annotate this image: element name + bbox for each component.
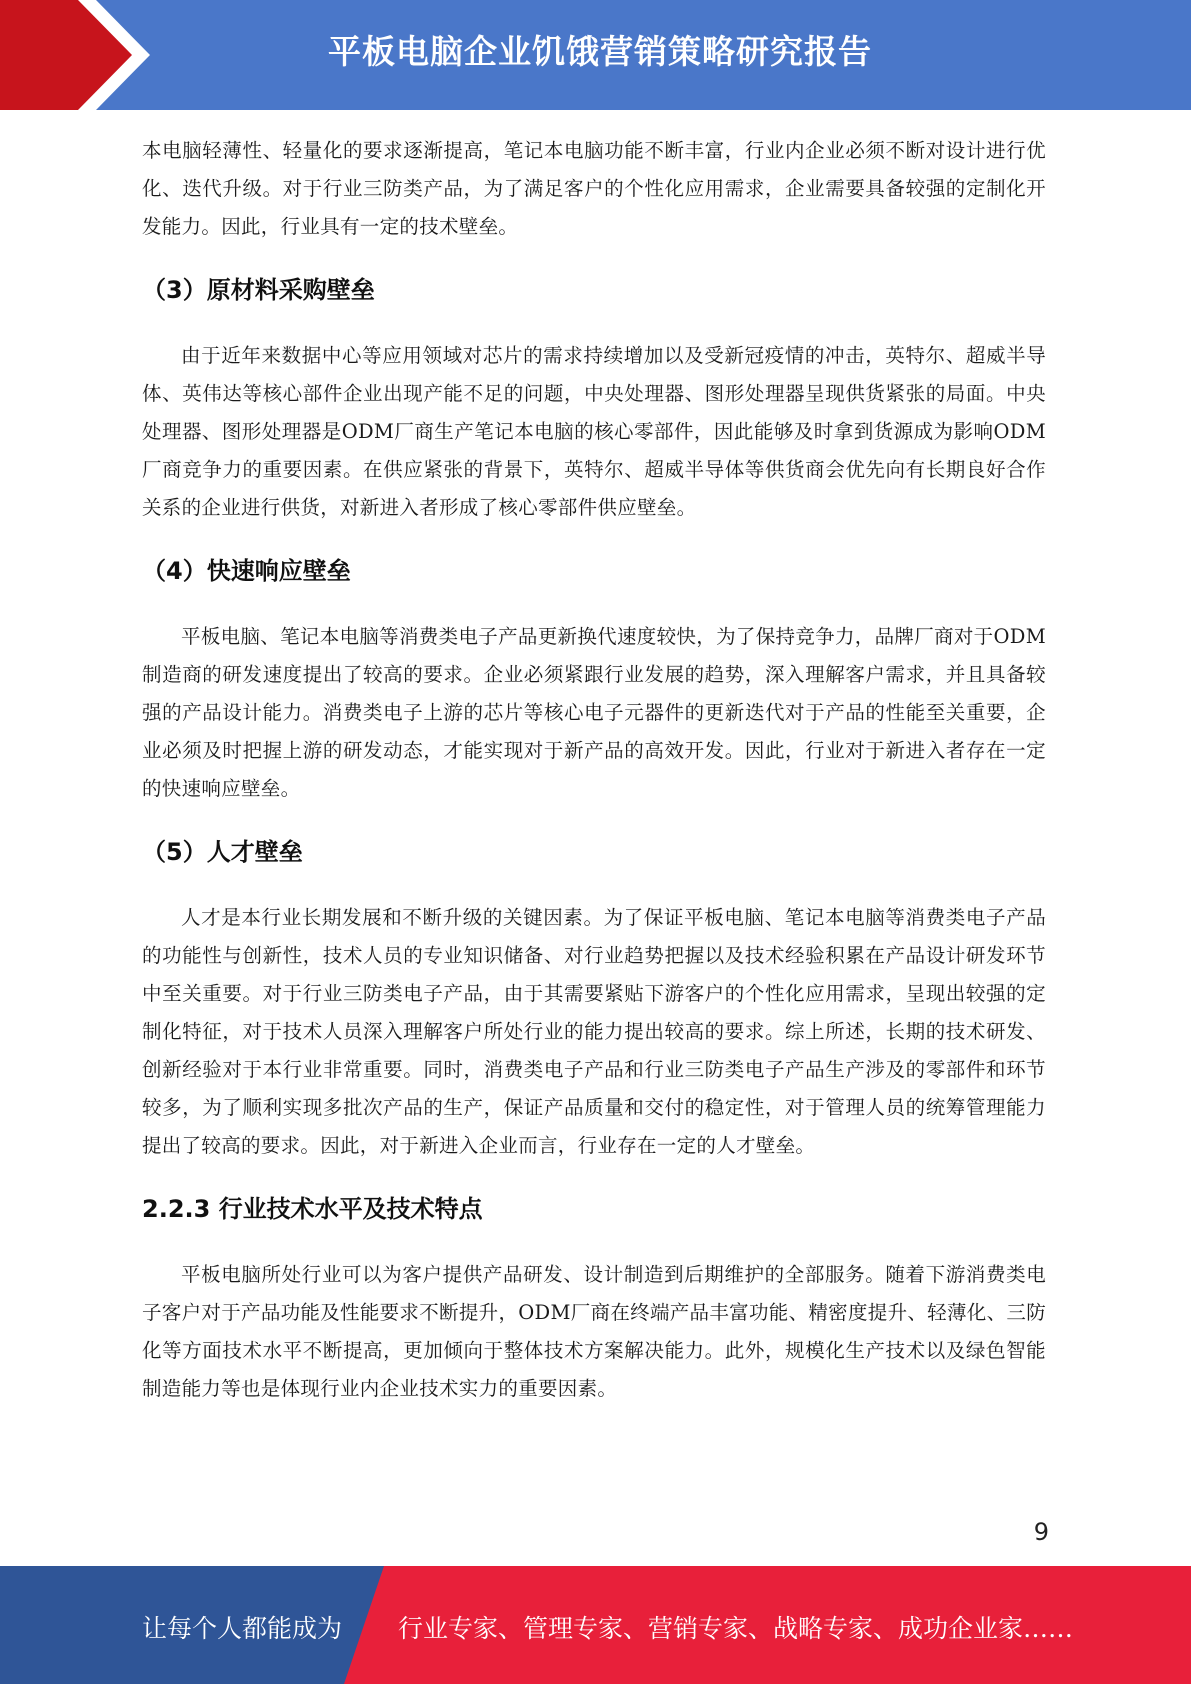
talent-paragraph: 人才是本行业长期发展和不断升级的关键因素。为了保证平板电脑、笔记本电脑等消费类电子产品的功能性与创新性，技术人员的专业知识储备、对行业趋势把握以及技术经验积累在产品设计研发环节中至关重要。对于行业三防类电子产品，由于其需要紧贴下游客户的个性化应用需求，呈现出较强的定制化特征，对于技术人员深入理解客户所处行业的能力提出较高的要求。综上所述，长期的技术研发、创新经验对于本行业非常重要。同时，消费类电子产品和行业三防类电子产品生产涉及的零部件和环节较多，为了顺利实现多批次产品的生产，保证产品质量和交付的稳定性，对于管理人员的统筹管理能力提出了较高的要求。因此，对于新进入企业而言，行业存在一定的人才壁垒。 [142,906,1046,1157]
intro-paragraph: 本电脑轻薄性、轻量化的要求逐渐提高，笔记本电脑功能不断丰富，行业内企业必须不断对设计进行优化、迭代升级。对于行业三防类产品，为了满足客户的个性化应用需求，企业需要具备较强的定制化开发能力。因此，行业具有一定的技术壁垒。 [142,139,1046,238]
section-heading-2-2-3: 2.2.3 行业技术水平及技术特点 [142,1195,483,1223]
page-footer [0,1566,1191,1684]
tech-level-paragraph: 平板电脑所处行业可以为客户提供产品研发、设计制造到后期维护的全部服务。随着下游消费类电子客户对于产品功能及性能要求不断提升，ODM厂商在终端产品丰富功能、精密度提升、轻薄化、三防化等方面技术水平不断提高，更加倾向于整体技术方案解决能力。此外，规模化生产技术以及绿色智能制造能力等也是体现行业内企业技术实力的重要因素。 [142,1263,1046,1400]
raw-material-paragraph: 由于近年来数据中心等应用领域对芯片的需求持续增加以及受新冠疫情的冲击，英特尔、超威半导体、英伟达等核心部件企业出现产能不足的问题，中央处理器、图形处理器呈现供货紧张的局面。中央处理器、图形处理器是ODM厂商生产笔记本电脑的核心零部件，因此能够及时拿到货源成为影响ODM厂商竞争力的重要因素。在供应紧张的背景下，英特尔、超威半导体等供货商会优先向有长期良好合作关系的企业进行供货，对新进入者形成了核心零部件供应壁垒。 [142,344,1046,519]
page-content [142,132,1046,1408]
page-header [0,0,1191,110]
section-heading-fast-response: （4）快速响应壁垒 [142,557,351,585]
page-number: 9 [1033,1518,1049,1546]
fast-response-paragraph: 平板电脑、笔记本电脑等消费类电子产品更新换代速度较快，为了保持竞争力，品牌厂商对于ODM制造商的研发速度提出了较高的要求。企业必须紧跟行业发展的趋势，深入理解客户需求，并且具备较强的产品设计能力。消费类电子上游的芯片等核心电子元器件的更新迭代对于产品的性能至关重要，企业必须及时把握上游的研发动态，才能实现对于新产品的高效开发。因此，行业对于新进入者存在一定的快速响应壁垒。 [142,625,1046,800]
section-heading-talent: （5）人才壁垒 [142,838,303,866]
footer-slogan-left: 让每个人都能成为 [142,1614,343,1643]
section-heading-raw-material: （3）原材料采购壁垒 [142,276,375,304]
footer-slogan-right: 行业专家、管理专家、营销专家、战略专家、成功企业家…… [398,1614,1074,1643]
report-title: 平板电脑企业饥饿营销策略研究报告 [328,32,872,71]
